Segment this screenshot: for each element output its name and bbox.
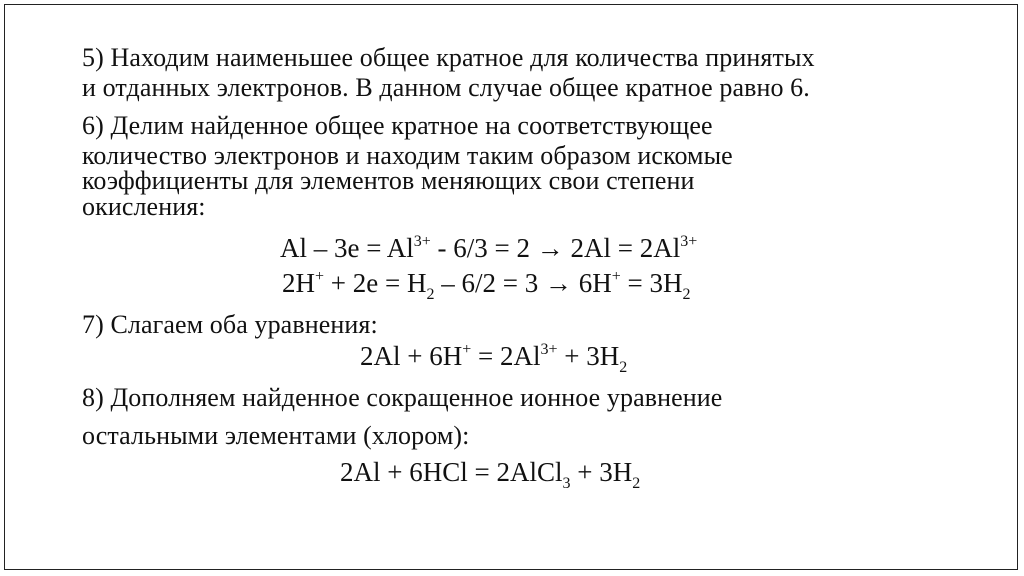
eq2-sup-a: + xyxy=(315,268,325,285)
equation-aluminum-half xyxy=(280,233,697,263)
eq2-sub-b: 2 xyxy=(426,286,435,303)
equation-molecular xyxy=(340,457,641,492)
eq1-part-b: - 6/3 = 2 → 2Al = 2Al xyxy=(430,233,681,263)
eq3-part-b: = 2Al xyxy=(471,341,541,371)
eq2-part-d: = 3H xyxy=(620,268,683,298)
step-8-line-2: остальными элементами (хлором): xyxy=(82,421,470,450)
eq3-sub-c: 2 xyxy=(619,359,628,376)
step-5-line-2: и отданных электронов. В данном случае общее кратное равно 6. xyxy=(82,73,810,102)
eq2-sub-d: 2 xyxy=(682,286,691,303)
eq3-part-a: 2Al + 6H xyxy=(360,341,463,371)
eq4-part-a: 2Al + 6HCl = 2AlCl xyxy=(340,457,563,487)
eq1-part-a: Al – 3e = Al xyxy=(280,233,414,263)
step-7-line-1: 7) Слагаем оба уравнения: xyxy=(82,310,378,339)
step-5-line-1: 5) Находим наименьшее общее кратное для количества принятых xyxy=(82,43,815,72)
eq4-part-b: + 3H xyxy=(570,457,633,487)
step-6-line-3: коэффициенты для элементов меняющих свои степени xyxy=(82,166,695,195)
step-6-line-4: окисления: xyxy=(82,192,206,221)
eq1-sup-b: 3+ xyxy=(680,233,698,250)
eq4-sub-b: 2 xyxy=(632,475,641,492)
step-6-line-1: 6) Делим найденное общее кратное на соответствующее xyxy=(82,111,713,140)
equation-hydrogen-half xyxy=(282,268,691,303)
step-8-line-1: 8) Дополняем найденное сокращенное ионное уравнение xyxy=(82,383,723,412)
equation-sum xyxy=(360,341,628,376)
eq2-part-a: 2H xyxy=(282,268,315,298)
eq2-part-b: + 2e = H xyxy=(324,268,427,298)
step-6-line-2: количество электронов и находим таким образом искомые xyxy=(82,141,733,170)
eq4-sub-a: 3 xyxy=(562,475,571,492)
eq2-sup-c: + xyxy=(611,268,621,285)
eq3-sup-a: + xyxy=(462,341,472,358)
eq2-part-c: – 6/2 = 3 → 6H xyxy=(434,268,612,298)
eq1-sup-a: 3+ xyxy=(413,233,431,250)
eq3-part-c: + 3H xyxy=(557,341,620,371)
eq3-sup-b: 3+ xyxy=(540,341,558,358)
